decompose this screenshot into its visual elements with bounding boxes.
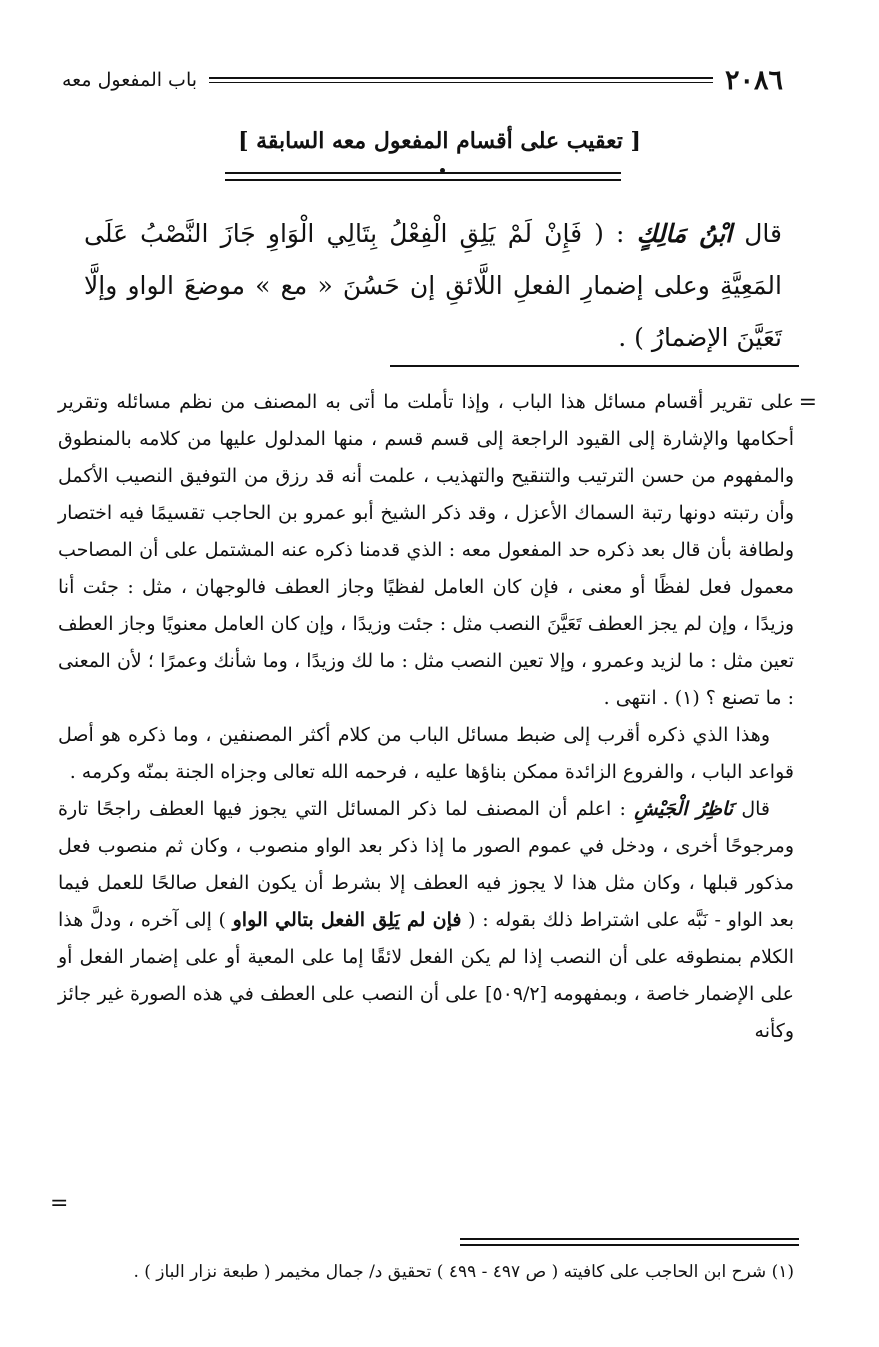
header-rule <box>209 77 713 83</box>
footnote-rule <box>460 1238 799 1246</box>
title-double-rule <box>225 172 621 181</box>
verse-body: : ( فَإِنْ لَمْ يَلِقِ الْفِعْلُ بِتَالِي الْوَاوِ جَازَ النَّصْبُ عَلَى المَعِيَّةِ وعلى إضمارِ الفعلِ اللَّائقِ إن حَسُنَ « مع » موضعَ الواو وإلَّا تَعَيَّنَ الإضمارُ ) . <box>84 219 782 352</box>
p3-quote: فإن لم يَلِق الفعل بتالي الواو <box>232 909 462 931</box>
title-rule-dot <box>440 168 445 173</box>
commentary-paragraph-3 <box>58 791 794 1050</box>
page-header <box>62 60 783 100</box>
commentary-paragraph-2: وهذا الذي ذكره أقرب إلى ضبط مسائل الباب من كلام أكثر المصنفين ، وما ذكره هو أصل قواعد الباب ، والفروع الزائدة ممكن بناؤها عليه ، فرحمه الله تعالى وجزاه الجنة بمنّه وكرمه . <box>58 724 794 783</box>
p3-lead: قال <box>741 798 770 820</box>
p3-text-a: : اعلم أن المصنف لما ذكر المسائل التي يجوز فيها العطف راجحًا تارة ومرجوحًا أخرى ، ودخل في عموم الصور ما إذا ذكر بعد الواو منصوب ، وكان ثم منصوب فعل مذكور قبلها ، وكان مثل هذا لا يجوز فيه العطف إلا بشرط أن يكون الفعل صالحًا للعمل فيما بعد الواو - نَبَّه على اشتراط ذلك بقوله : ( <box>58 798 794 931</box>
p3-text-b: ) إلى آخره ، ودلَّ هذا الكلام بمنطوقه على أن النصب إذا لم يكن الفعل لائقًا إما على المعية أو على إضمار الفعل أو على الإضمار خاصة ، وبمفهومه [٥٠٩/٢] على أن النصب على العطف في هذه الصورة غير جائز وكأنه <box>58 909 794 1042</box>
chapter-title: باب المفعول معه <box>62 69 198 91</box>
footnote: (١) شرح ابن الحاجب على كافيته ( ص ٤٩٧ - ٤٩٩ ) تحقيق د/ جمال مخيمر ( طبعة نزار الباز ) . <box>133 1262 794 1282</box>
commentary-text <box>58 384 794 1050</box>
verse-text <box>84 208 782 364</box>
verse-lead: قال <box>744 219 782 248</box>
continuation-mark-end: = <box>50 1191 69 1216</box>
p3-author: نَاظِرُ الْجَيْشِ <box>634 798 734 820</box>
section-title: [ تعقيب على أقسام المفعول معه السابقة ] <box>238 128 641 154</box>
continuation-mark-start: = <box>798 390 817 415</box>
page-number: ٢٠٨٦ <box>724 64 783 96</box>
commentary-paragraph-1: على تقرير أقسام مسائل هذا الباب ، وإذا تأملت ما أتى به المصنف من نظم مسائله وتقرير أحكامها والإشارة إلى القيود الراجعة إلى قسم قسم ، منها المدلول عليها من كلامه بالمنطوق والمفهوم من حسن الترتيب والتنقيح والتهذيب ، علمت أنه قد رزق من التوفيق النصيب الأكمل وأن رتبته دونها رتبة السماك الأعزل ، وقد ذكر الشيخ أبو عمرو بن الحاجب تقسيمًا فيه اختصار ولطافة بأن قال بعد ذكره حد المفعول معه : الذي قدمنا ذكره عنه المشتمل على أن المصاحب معمول فعل لفظًا أو معنى ، فإن كان العامل لفظيًا وجاز العطف فالوجهان ، مثل : جئت أنا وزيدًا ، وإن لم يجز العطف تَعَيَّنَ النصب مثل : جئت وزيدًا ، وإن كان العامل معنويًا وجاز العطف تعين مثل : ما لزيد وعمرو ، وإلا تعين النصب مثل : ما لك وزيدًا ، وما شأنك وعمرًا ؛ لأن المعنى : ما تصنع ؟ (١) . انتهى . <box>58 391 794 709</box>
separator-rule <box>390 365 799 367</box>
verse-author: ابْنُ مَالِكٍ <box>636 219 733 248</box>
